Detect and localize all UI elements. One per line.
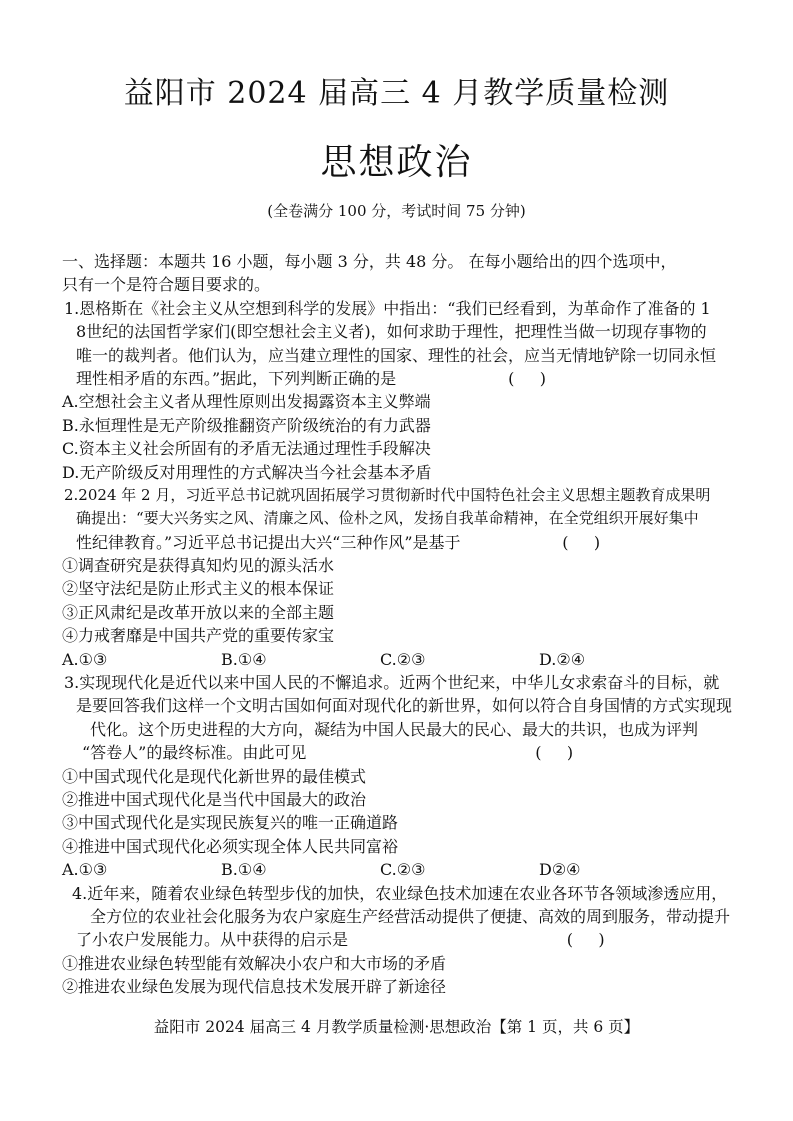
option-b: B.①④ — [221, 649, 267, 669]
question-text: 了小农户发展能力。从中获得的启示是 ( ) — [76, 930, 605, 950]
page-footer: 益阳市 2024 届高三 4 月教学质量检测·思想政治【第 1 页，共 6 页】 — [153, 1018, 640, 1036]
question-1 — [62, 297, 737, 484]
option-c: C.资本主义社会所固有的矛盾无法通过理性手段解决 — [62, 439, 431, 459]
section-heading: 一、选择题：本题共 16 小题，每小题 3 分，共 48 分。 在每小题给出的四个选项中， — [62, 252, 677, 271]
statement-4: ④力戒奢靡是中国共产党的重要传家宝 — [62, 626, 335, 646]
question-text: 性纪律教育。”习近平总书记提出大兴“三种作风”是基于 ( ) — [76, 532, 601, 552]
options-row — [62, 858, 737, 881]
option-b: B.①④ — [221, 860, 267, 880]
score-info: (全卷满分 100 分，考试时间 75 分钟) — [267, 202, 526, 220]
option-c: C.②③ — [380, 649, 426, 669]
question-text: 全方位的农业社会化服务为农户家庭生产经营活动提供了便捷、高效的周到服务，带动提升 — [90, 906, 731, 926]
question-3 — [62, 671, 737, 882]
question-text: 4.近年来，随着农业绿色转型步伐的加快，农业绿色技术加速在农业各环节各领域渗透应用， — [72, 883, 728, 903]
question-text: 唯一的裁判者。他们认为，应当建立理性的国家、理性的社会，应当无情地铲除一切同永恒 — [76, 345, 717, 365]
question-text: 是要回答我们这样一个文明古国如何面对现代化的新世界，如何以符合自身国情的方式实现现 — [76, 696, 733, 716]
statement-2: ②坚守法纪是防止形式主义的根本保证 — [62, 579, 335, 599]
section-heading-cont: 只有一个是符合题目要求的。 — [62, 275, 271, 295]
statement-1: ①推进农业绿色转型能有效解决小农户和大市场的矛盾 — [62, 953, 447, 973]
question-text: 2.2024 年 2 月，习近平总书记就巩固拓展学习贯彻新时代中国特色社会主义思想主题教育成果明 — [64, 485, 711, 504]
statement-4: ④推进中国式现代化必须实现全体人民共同富裕 — [62, 836, 399, 856]
exam-title: 益阳市 2024 届高三 4 月教学质量检测 — [123, 76, 670, 111]
option-a: A.空想社会主义者从理性原则出发揭露资本主义弊端 — [62, 392, 431, 412]
subject-title: 思想政治 — [320, 142, 473, 183]
option-d: D②④ — [539, 860, 581, 880]
question-text: “答卷人”的最终标准。由此可见 ( ) — [82, 743, 574, 763]
statement-2: ②推进中国式现代化是当代中国最大的政治 — [62, 789, 367, 809]
option-b: B.永恒理性是无产阶级推翻资产阶级统治的有力武器 — [62, 415, 431, 435]
options-row — [62, 648, 737, 671]
statement-1: ①调查研究是获得真知灼见的源头活水 — [62, 556, 335, 576]
statement-1: ①中国式现代化是现代化新世界的最佳模式 — [62, 766, 367, 786]
option-d: D.②④ — [539, 649, 586, 669]
option-d: D.无产阶级反对用理性的方式解决当今社会基本矛盾 — [62, 462, 432, 482]
question-2 — [62, 484, 737, 671]
question-text: 理性相矛盾的东西。”据此，下列判断正确的是 ( ) — [76, 368, 546, 388]
question-section — [62, 250, 737, 999]
question-text: 8世纪的法国哲学家们(即空想社会主义者)，如何求助于理性，把理性当做一切现存事物的 — [76, 322, 707, 342]
option-a: A.①③ — [62, 649, 108, 669]
question-text: 确提出：“要大兴务实之风、清廉之风、俭朴之风，发扬自我革命精神，在全党组织开展好集中 — [76, 509, 699, 528]
option-a: A.①③ — [62, 860, 108, 880]
question-text: 3.实现现代化是近代以来中国人民的不懈追求。近两个世纪来，中华儿女求索奋斗的目标，就 — [64, 673, 720, 693]
question-4 — [62, 882, 737, 999]
option-c: C.②③ — [380, 860, 426, 880]
question-text: 代化。这个历史进程的大方向，凝结为中国人民最大的民心、最大的共识，也成为评判 — [90, 719, 699, 739]
question-text: 1.恩格斯在《社会主义从空想到科学的发展》中指出：“我们已经看到，为革命作了准备的 1 — [64, 298, 711, 318]
statement-3: ③中国式现代化是实现民族复兴的唯一正确道路 — [62, 813, 399, 833]
statement-2: ②推进农业绿色发展为现代信息技术发展开辟了新途径 — [62, 977, 447, 997]
statement-3: ③正风肃纪是改革开放以来的全部主题 — [62, 602, 335, 622]
